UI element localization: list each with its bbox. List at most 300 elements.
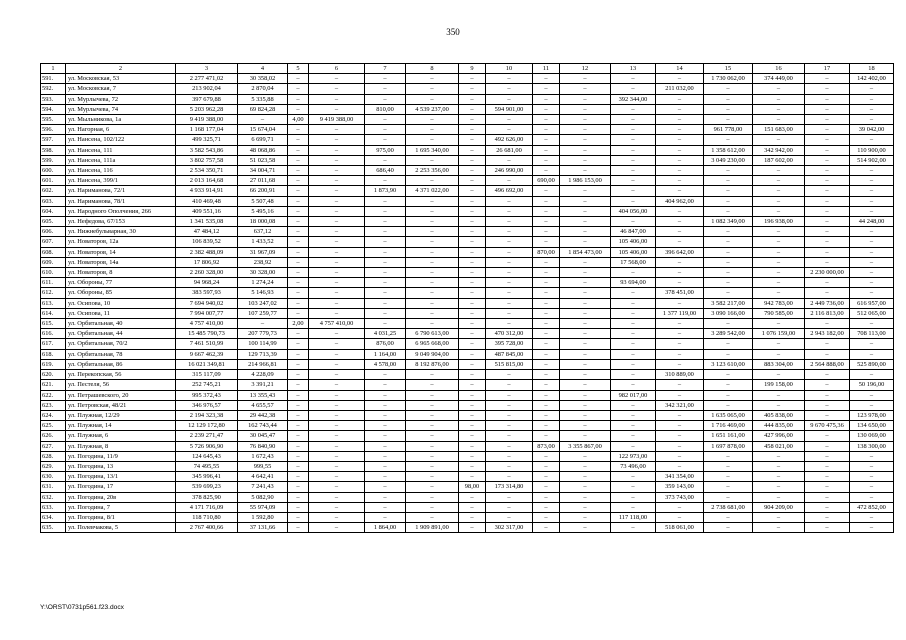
table-cell: 124 645,43	[176, 451, 238, 461]
table-cell: –	[850, 512, 894, 522]
table-cell: –	[656, 451, 704, 461]
table-cell: –	[365, 217, 406, 227]
table-cell: 16 021 349,81	[176, 359, 238, 369]
table-cell: 870,00	[533, 247, 560, 257]
address-cell: ул. Орбитальная, 78	[66, 349, 176, 359]
table-cell: –	[406, 94, 459, 104]
table-cell: 1 730 062,00	[704, 74, 753, 84]
table-cell: –	[704, 492, 753, 502]
table-cell: –	[753, 339, 805, 349]
table-cell: –	[704, 84, 753, 94]
table-cell: –	[805, 278, 850, 288]
table-cell: –	[533, 512, 560, 522]
table-cell: –	[704, 461, 753, 471]
row-number-cell: 592.	[41, 84, 66, 94]
table-cell: –	[850, 370, 894, 380]
table-cell: 4 655,57	[238, 400, 288, 410]
table-cell: 142 402,00	[850, 74, 894, 84]
table-cell: –	[805, 512, 850, 522]
table-cell: 594 901,00	[486, 104, 533, 114]
table-cell: 4 171 716,09	[176, 502, 238, 512]
table-cell: –	[656, 461, 704, 471]
table-cell: 1 635 065,00	[704, 410, 753, 420]
address-cell: ул. Погодина, 11/9	[66, 451, 176, 461]
table-cell: –	[365, 441, 406, 451]
table-cell: –	[805, 196, 850, 206]
table-cell: –	[850, 206, 894, 216]
table-cell: –	[459, 227, 486, 237]
row-number-cell: 618.	[41, 349, 66, 359]
table-row	[41, 217, 894, 227]
address-cell: ул. Петрашевского, 20	[66, 390, 176, 400]
table-cell: –	[459, 451, 486, 461]
table-cell: –	[850, 227, 894, 237]
table-cell: –	[288, 227, 309, 237]
table-cell: 12 129 172,80	[176, 421, 238, 431]
table-cell: –	[406, 155, 459, 165]
row-number-cell: 635.	[41, 523, 66, 533]
table-cell: –	[486, 512, 533, 522]
row-number-cell: 605.	[41, 217, 66, 227]
table-cell: –	[365, 94, 406, 104]
table-cell: –	[309, 247, 365, 257]
table-cell: –	[406, 451, 459, 461]
table-cell: –	[459, 84, 486, 94]
table-row	[41, 349, 894, 359]
table-cell: –	[560, 237, 611, 247]
table-cell: –	[805, 410, 850, 420]
table-cell: –	[365, 390, 406, 400]
table-cell: –	[533, 125, 560, 135]
table-cell: 1 076 159,00	[753, 329, 805, 339]
table-cell: –	[309, 431, 365, 441]
table-row	[41, 431, 894, 441]
address-cell: ул. Нансена, 111	[66, 145, 176, 155]
table-cell: 110 900,00	[850, 145, 894, 155]
table-cell: –	[309, 74, 365, 84]
table-row	[41, 359, 894, 369]
table-cell: –	[459, 135, 486, 145]
row-number-cell: 623.	[41, 400, 66, 410]
address-cell: ул. Московская, 7	[66, 84, 176, 94]
table-cell: 107 259,77	[238, 308, 288, 318]
table-cell: 883 304,00	[753, 359, 805, 369]
table-cell: –	[611, 217, 656, 227]
table-cell: 637,12	[238, 227, 288, 237]
table-cell: 3 049 230,00	[704, 155, 753, 165]
address-cell: ул. Нансена, 111а	[66, 155, 176, 165]
table-cell: –	[656, 237, 704, 247]
table-cell: –	[459, 400, 486, 410]
table-cell: –	[560, 196, 611, 206]
table-cell: –	[309, 298, 365, 308]
table-cell: –	[704, 451, 753, 461]
table-cell: 5 082,90	[238, 492, 288, 502]
table-cell: –	[406, 308, 459, 318]
table-cell: –	[560, 319, 611, 329]
table-cell: 7 461 510,99	[176, 339, 238, 349]
table-cell: –	[486, 155, 533, 165]
table-cell: –	[805, 217, 850, 227]
table-cell: 396 642,00	[656, 247, 704, 257]
table-cell: –	[611, 359, 656, 369]
table-cell: –	[406, 431, 459, 441]
table-cell: 44 248,00	[850, 217, 894, 227]
table-cell: –	[365, 492, 406, 502]
table-cell: 211 032,00	[656, 84, 704, 94]
data-table	[40, 63, 894, 533]
table-cell: –	[805, 115, 850, 125]
table-cell: –	[560, 227, 611, 237]
table-cell: –	[656, 74, 704, 84]
table-cell: 15 674,04	[238, 125, 288, 135]
table-cell: –	[656, 359, 704, 369]
table-cell: –	[560, 400, 611, 410]
table-cell: 2 449 736,00	[805, 298, 850, 308]
table-cell: –	[704, 104, 753, 114]
table-cell: –	[805, 74, 850, 84]
table-cell: –	[459, 257, 486, 267]
table-cell: –	[406, 492, 459, 502]
table-cell: –	[704, 278, 753, 288]
table-cell: –	[704, 482, 753, 492]
table-cell: –	[611, 472, 656, 482]
table-cell: 404 056,00	[611, 206, 656, 216]
table-cell: –	[459, 288, 486, 298]
table-cell: –	[486, 380, 533, 390]
row-number-cell: 601.	[41, 176, 66, 186]
table-cell: 50 196,00	[850, 380, 894, 390]
table-cell: –	[406, 268, 459, 278]
table-cell: –	[850, 176, 894, 186]
table-cell: –	[656, 268, 704, 278]
table-cell: –	[459, 74, 486, 84]
table-cell: –	[533, 84, 560, 94]
table-cell: –	[533, 155, 560, 165]
table-cell: –	[560, 349, 611, 359]
table-cell: –	[288, 512, 309, 522]
table-cell: –	[309, 94, 365, 104]
table-cell: –	[309, 278, 365, 288]
table-cell: –	[753, 135, 805, 145]
table-cell: –	[365, 84, 406, 94]
table-cell: 207 779,73	[238, 329, 288, 339]
table-cell: –	[753, 492, 805, 502]
table-cell: 252 745,21	[176, 380, 238, 390]
table-cell: –	[486, 502, 533, 512]
row-number-cell: 606.	[41, 227, 66, 237]
table-cell: –	[365, 155, 406, 165]
table-cell: –	[611, 441, 656, 451]
table-cell: –	[805, 84, 850, 94]
table-cell: 151 683,00	[753, 125, 805, 135]
table-cell: –	[753, 523, 805, 533]
table-cell: –	[560, 502, 611, 512]
table-cell: –	[309, 288, 365, 298]
row-number-cell: 614.	[41, 308, 66, 318]
table-cell: –	[486, 125, 533, 135]
table-cell: –	[288, 370, 309, 380]
table-cell: –	[309, 217, 365, 227]
table-cell: –	[406, 512, 459, 522]
table-cell: 9 419 388,00	[176, 115, 238, 125]
table-cell: –	[288, 421, 309, 431]
table-cell: –	[805, 227, 850, 237]
table-cell: –	[309, 523, 365, 533]
table-cell: –	[459, 298, 486, 308]
table-cell: 69 824,28	[238, 104, 288, 114]
column-header: 1	[41, 64, 66, 74]
table-cell: 6 965 668,00	[406, 339, 459, 349]
table-cell: –	[850, 247, 894, 257]
table-cell: 539 699,23	[176, 482, 238, 492]
table-cell: 4 228,09	[238, 370, 288, 380]
table-cell: –	[850, 84, 894, 94]
table-cell: –	[365, 176, 406, 186]
table-row	[41, 319, 894, 329]
row-number-cell: 624.	[41, 410, 66, 420]
table-cell: –	[704, 247, 753, 257]
table-cell: 982 017,00	[611, 390, 656, 400]
table-cell: 315 117,09	[176, 370, 238, 380]
address-cell: ул. Орбитальная, 40	[66, 319, 176, 329]
table-cell: 2 116 813,00	[805, 308, 850, 318]
table-cell: –	[656, 431, 704, 441]
table-cell: –	[656, 390, 704, 400]
table-cell: –	[611, 308, 656, 318]
row-number-cell: 604.	[41, 206, 66, 216]
table-row	[41, 370, 894, 380]
column-header: 8	[406, 64, 459, 74]
table-cell: 3 582 217,00	[704, 298, 753, 308]
table-cell: –	[365, 206, 406, 216]
table-cell: –	[459, 176, 486, 186]
table-cell: –	[656, 329, 704, 339]
table-cell: –	[805, 492, 850, 502]
table-cell: –	[309, 155, 365, 165]
table-cell: 4,00	[288, 115, 309, 125]
table-cell: –	[850, 482, 894, 492]
table-cell: 7 694 940,02	[176, 298, 238, 308]
table-cell: 4 757 410,00	[176, 319, 238, 329]
table-cell: –	[560, 370, 611, 380]
row-number-cell: 615.	[41, 319, 66, 329]
column-header: 2	[66, 64, 176, 74]
table-cell: 302 317,00	[486, 523, 533, 533]
table-cell: –	[288, 359, 309, 369]
table-cell: –	[486, 390, 533, 400]
row-number-cell: 617.	[41, 339, 66, 349]
table-cell: –	[560, 523, 611, 533]
column-header: 6	[309, 64, 365, 74]
table-cell: –	[753, 472, 805, 482]
table-cell: 404 962,00	[656, 196, 704, 206]
table-cell: –	[309, 268, 365, 278]
table-cell: –	[533, 94, 560, 104]
table-cell: –	[459, 380, 486, 390]
table-cell: –	[406, 247, 459, 257]
table-cell: –	[459, 166, 486, 176]
table-cell: –	[486, 472, 533, 482]
table-cell: –	[459, 186, 486, 196]
table-cell: –	[365, 472, 406, 482]
table-cell: –	[656, 125, 704, 135]
table-cell: –	[309, 451, 365, 461]
table-cell: –	[288, 166, 309, 176]
table-cell: –	[309, 359, 365, 369]
table-cell: 341 354,00	[656, 472, 704, 482]
table-cell: 6 699,71	[238, 135, 288, 145]
address-cell: ул. Петровская, 48/21	[66, 400, 176, 410]
table-cell: –	[288, 196, 309, 206]
table-cell: –	[309, 441, 365, 451]
table-cell: 30 328,00	[238, 268, 288, 278]
table-cell: –	[704, 380, 753, 390]
table-cell: 199 158,00	[753, 380, 805, 390]
table-cell: –	[288, 217, 309, 227]
table-row	[41, 166, 894, 176]
table-cell: –	[560, 482, 611, 492]
table-cell: –	[611, 523, 656, 533]
table-cell: –	[288, 278, 309, 288]
table-cell: –	[560, 329, 611, 339]
table-cell: 7 241,43	[238, 482, 288, 492]
table-cell: –	[459, 472, 486, 482]
table-cell: 3 802 757,58	[176, 155, 238, 165]
table-cell: –	[459, 145, 486, 155]
table-cell: –	[656, 257, 704, 267]
table-cell: –	[753, 176, 805, 186]
table-cell: –	[704, 288, 753, 298]
table-cell: 378 825,90	[176, 492, 238, 502]
table-cell: –	[459, 370, 486, 380]
table-cell: –	[309, 349, 365, 359]
table-cell: –	[850, 319, 894, 329]
address-cell: ул. Народного Ополчения, 266	[66, 206, 176, 216]
table-cell: –	[850, 237, 894, 247]
table-row	[41, 247, 894, 257]
table-cell: –	[753, 257, 805, 267]
table-cell: 31 967,09	[238, 247, 288, 257]
table-cell: –	[560, 431, 611, 441]
table-cell: –	[459, 461, 486, 471]
table-cell: –	[309, 104, 365, 114]
table-cell: –	[704, 227, 753, 237]
table-cell: 3 123 610,00	[704, 359, 753, 369]
table-cell: 15 485 790,73	[176, 329, 238, 339]
table-cell: 123 978,00	[850, 410, 894, 420]
table-cell: –	[459, 410, 486, 420]
table-cell: –	[309, 502, 365, 512]
table-cell: –	[459, 308, 486, 318]
table-cell: –	[850, 472, 894, 482]
table-cell: –	[533, 359, 560, 369]
table-cell: –	[560, 410, 611, 420]
table-cell: –	[656, 186, 704, 196]
table-cell: 98,00	[459, 482, 486, 492]
table-cell: –	[365, 319, 406, 329]
table-row	[41, 278, 894, 288]
address-cell: ул. Погодина, 13/1	[66, 472, 176, 482]
table-cell: –	[560, 115, 611, 125]
table-cell: –	[365, 421, 406, 431]
row-number-cell: 620.	[41, 370, 66, 380]
table-cell: –	[288, 441, 309, 451]
table-cell: –	[850, 288, 894, 298]
table-cell: –	[486, 410, 533, 420]
address-cell: ул. Погодина, 8/1	[66, 512, 176, 522]
table-cell: –	[365, 278, 406, 288]
table-cell: –	[805, 176, 850, 186]
table-cell: 2 013 164,68	[176, 176, 238, 186]
table-cell: –	[406, 125, 459, 135]
address-cell: ул. Погодина, 20в	[66, 492, 176, 502]
table-cell: 214 966,81	[238, 359, 288, 369]
table-cell: –	[533, 308, 560, 318]
table-cell: –	[805, 482, 850, 492]
table-cell: –	[850, 257, 894, 267]
row-number-cell: 626.	[41, 431, 66, 441]
table-cell: –	[805, 206, 850, 216]
column-header: 9	[459, 64, 486, 74]
table-cell: 34 004,71	[238, 166, 288, 176]
table-cell: –	[309, 492, 365, 502]
page-number: 350	[446, 27, 460, 37]
table-cell: –	[486, 217, 533, 227]
table-row	[41, 125, 894, 135]
table-cell: 492 626,00	[486, 135, 533, 145]
column-header: 13	[611, 64, 656, 74]
table-container	[40, 63, 894, 533]
table-cell: –	[805, 104, 850, 114]
table-cell: 46 847,00	[611, 227, 656, 237]
table-cell: –	[753, 400, 805, 410]
row-number-cell: 607.	[41, 237, 66, 247]
table-cell: 246 990,00	[486, 166, 533, 176]
row-number-cell: 628.	[41, 451, 66, 461]
table-cell: –	[560, 380, 611, 390]
table-cell: –	[611, 349, 656, 359]
table-cell: 790 585,00	[753, 308, 805, 318]
row-number-cell: 609.	[41, 257, 66, 267]
table-cell: –	[611, 400, 656, 410]
table-cell: 9 419 388,00	[309, 115, 365, 125]
table-cell: –	[656, 166, 704, 176]
table-cell: –	[656, 217, 704, 227]
table-cell: –	[406, 502, 459, 512]
table-cell: 2 767 400,66	[176, 523, 238, 533]
table-cell: –	[805, 166, 850, 176]
table-cell: 3 391,21	[238, 380, 288, 390]
table-cell: 9 670 475,36	[805, 421, 850, 431]
table-cell: 374 449,00	[753, 74, 805, 84]
table-row	[41, 186, 894, 196]
table-cell: –	[533, 298, 560, 308]
table-cell: –	[753, 237, 805, 247]
table-cell: 4 031,25	[365, 329, 406, 339]
table-cell: –	[805, 257, 850, 267]
table-cell: –	[850, 349, 894, 359]
file-path-footer: Y:\ORST\0731p561.f23.docx	[40, 604, 124, 611]
table-cell: 2 943 182,00	[805, 329, 850, 339]
table-cell: –	[406, 135, 459, 145]
table-cell: –	[486, 257, 533, 267]
address-cell: ул. Нансена, 102/122	[66, 135, 176, 145]
table-cell: –	[288, 329, 309, 339]
table-cell: –	[850, 268, 894, 278]
table-row	[41, 135, 894, 145]
table-cell: –	[850, 135, 894, 145]
